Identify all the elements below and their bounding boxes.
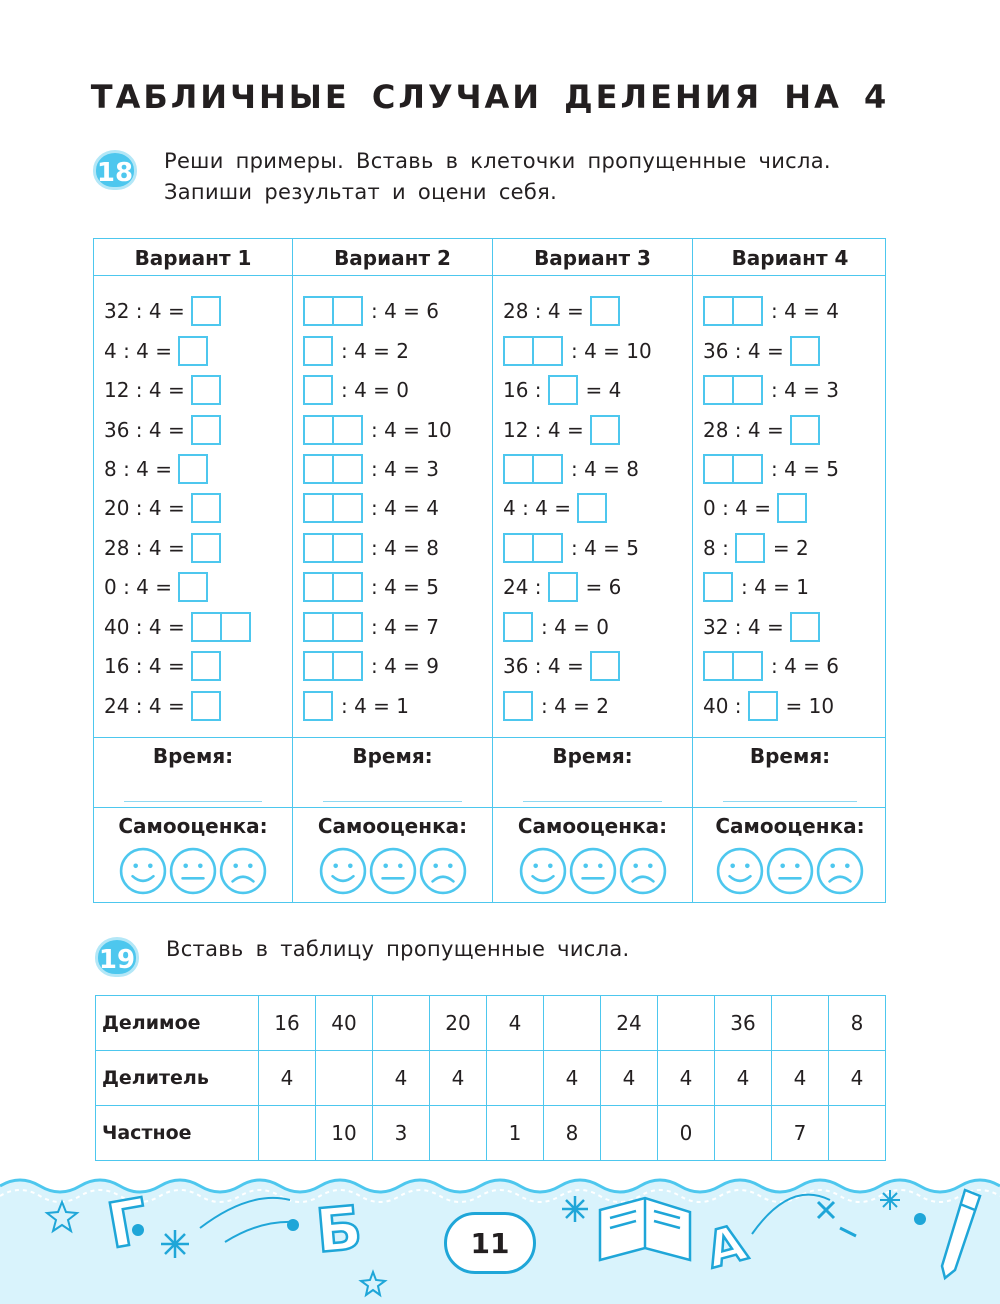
- equation: [703, 492, 807, 524]
- equation-left: 16 :: [503, 378, 542, 402]
- self-assessment-faces: [493, 847, 692, 899]
- equation: [303, 690, 409, 722]
- equation-right: : 4 = 4: [771, 299, 840, 323]
- table-cell: 3: [373, 1106, 430, 1161]
- empty-answer-cell[interactable]: [829, 1106, 886, 1161]
- equation-right: : 4 = 5: [571, 536, 640, 560]
- answer-box[interactable]: [748, 691, 778, 721]
- answer-box[interactable]: [503, 454, 563, 484]
- dot-icon: [914, 1213, 926, 1225]
- equation: [503, 414, 620, 446]
- answer-box[interactable]: [303, 651, 363, 681]
- time-label: Время:: [352, 744, 433, 768]
- equation-right: : 4 = 8: [371, 536, 440, 560]
- equation-right: : 4 = 6: [771, 654, 840, 678]
- empty-answer-cell[interactable]: [772, 996, 829, 1051]
- equation: [503, 295, 620, 327]
- table-cell: 10: [316, 1106, 373, 1161]
- equation-left: 28 : 4 =: [703, 418, 784, 442]
- equation: [303, 414, 452, 446]
- table-cell: 0: [658, 1106, 715, 1161]
- table-cell: 4: [715, 1051, 772, 1106]
- equation-left: 4 : 4 =: [104, 339, 173, 363]
- equation-right: : 4 = 2: [341, 339, 410, 363]
- equation: [703, 690, 834, 722]
- equation: [104, 532, 221, 564]
- answer-box[interactable]: [303, 375, 333, 405]
- answer-box[interactable]: [577, 493, 607, 523]
- snowflake-icon: [880, 1190, 900, 1210]
- happy-face-icon[interactable]: [519, 847, 567, 895]
- equation: [303, 374, 409, 406]
- answer-box[interactable]: [790, 415, 820, 445]
- division-table: [95, 995, 886, 1161]
- sad-face-icon[interactable]: [816, 847, 864, 895]
- table-divider: [94, 737, 885, 738]
- equation: [503, 650, 620, 682]
- neutral-face-icon[interactable]: [766, 847, 814, 895]
- equation-left: 28 : 4 =: [104, 536, 185, 560]
- equation-right: : 4 = 5: [371, 575, 440, 599]
- equation: [104, 295, 221, 327]
- neutral-face-icon[interactable]: [569, 847, 617, 895]
- equation: [303, 532, 439, 564]
- task-number-badge: 19: [95, 937, 139, 977]
- answer-box[interactable]: [303, 493, 363, 523]
- task-instruction: Вставь в таблицу пропущенные числа.: [166, 937, 630, 961]
- answer-box[interactable]: [503, 691, 533, 721]
- answer-box[interactable]: [303, 336, 333, 366]
- equation-right: : 4 = 1: [341, 694, 410, 718]
- neutral-face-icon[interactable]: [169, 847, 217, 895]
- equation-left: 28 : 4 =: [503, 299, 584, 323]
- equation-right: : 4 = 8: [571, 457, 640, 481]
- variant-column: [692, 239, 887, 902]
- equation-right: : 4 = 5: [771, 457, 840, 481]
- table-cell: 4: [544, 1051, 601, 1106]
- equation: [703, 532, 809, 564]
- equation: [703, 374, 839, 406]
- table-cell: 4: [259, 1051, 316, 1106]
- answer-box[interactable]: [703, 375, 763, 405]
- equation-right: : 4 = 10: [571, 339, 652, 363]
- equation-right: : 4 = 10: [371, 418, 452, 442]
- equation-right: : 4 = 6: [371, 299, 440, 323]
- equation-right: : 4 = 9: [371, 654, 440, 678]
- answer-box[interactable]: [703, 296, 763, 326]
- letter-decoration: А: [700, 1213, 753, 1280]
- equation-right: : 4 = 3: [771, 378, 840, 402]
- equation-left: 4 : 4 =: [503, 496, 572, 520]
- empty-answer-cell[interactable]: [259, 1106, 316, 1161]
- table-cell: 36: [715, 996, 772, 1051]
- answer-box[interactable]: [777, 493, 807, 523]
- answer-box[interactable]: [191, 296, 221, 326]
- table-divider: [94, 275, 885, 276]
- table-cell: 4: [373, 1051, 430, 1106]
- answer-box[interactable]: [178, 336, 208, 366]
- self-assessment-faces: [293, 847, 492, 899]
- variant-column: [492, 239, 692, 902]
- answer-box[interactable]: [303, 454, 363, 484]
- equation: [303, 295, 439, 327]
- answer-box[interactable]: [303, 612, 363, 642]
- equation-left: 24 : 4 =: [104, 694, 185, 718]
- table-cell: 40: [316, 996, 373, 1051]
- answer-box[interactable]: [303, 296, 363, 326]
- equation-right: : 4 = 1: [741, 575, 810, 599]
- table-cell: 8: [829, 996, 886, 1051]
- answer-box[interactable]: [590, 296, 620, 326]
- equation: [104, 611, 251, 643]
- empty-answer-cell[interactable]: [544, 996, 601, 1051]
- equation: [104, 571, 208, 603]
- answer-box[interactable]: [191, 493, 221, 523]
- equation-left: 36 : 4 =: [104, 418, 185, 442]
- equation: [104, 492, 221, 524]
- equation-left: 0 : 4 =: [104, 575, 173, 599]
- row-label: Делитель: [96, 1051, 259, 1106]
- answer-box[interactable]: [191, 415, 221, 445]
- answer-box[interactable]: [303, 572, 363, 602]
- time-label: Время:: [152, 744, 234, 768]
- table-cell: 8: [544, 1106, 601, 1161]
- equation: [303, 571, 439, 603]
- answer-box[interactable]: [790, 336, 820, 366]
- equation: [703, 414, 820, 446]
- empty-answer-cell[interactable]: [373, 996, 430, 1051]
- table-divider: [94, 807, 885, 808]
- page-title: ТАБЛИЧНЫЕ СЛУЧАИ ДЕЛЕНИЯ НА 4: [90, 78, 890, 116]
- table-cell: 4: [487, 996, 544, 1051]
- answer-box[interactable]: [503, 612, 533, 642]
- time-input-line[interactable]: [124, 801, 262, 802]
- equation-right: : 4 = 7: [371, 615, 440, 639]
- table-cell: 4: [430, 1051, 487, 1106]
- equation: [303, 492, 439, 524]
- answer-box[interactable]: [790, 612, 820, 642]
- equation-left: 32 : 4 =: [703, 615, 784, 639]
- equation-left: 0 : 4 =: [703, 496, 772, 520]
- empty-answer-cell[interactable]: [430, 1106, 487, 1161]
- equation: [503, 492, 607, 524]
- equation: [104, 374, 221, 406]
- variant-title: Вариант 2: [334, 246, 451, 270]
- empty-answer-cell[interactable]: [658, 996, 715, 1051]
- page-number: 11: [444, 1212, 536, 1274]
- table-cell: 7: [772, 1106, 829, 1161]
- task-instruction-line: Запиши результат и оцени себя.: [164, 180, 558, 204]
- equation: [303, 453, 439, 485]
- equation-left: 20 : 4 =: [104, 496, 185, 520]
- answer-box[interactable]: [178, 572, 208, 602]
- answer-box[interactable]: [703, 572, 733, 602]
- equation-left: 36 : 4 =: [703, 339, 784, 363]
- equation-right: : 4 = 3: [371, 457, 440, 481]
- equation: [503, 690, 609, 722]
- answer-box[interactable]: [303, 691, 333, 721]
- variant-title: Вариант 4: [731, 246, 849, 270]
- equation: [703, 650, 839, 682]
- empty-answer-cell[interactable]: [487, 1051, 544, 1106]
- answer-box[interactable]: [191, 375, 221, 405]
- equation-left: 16 : 4 =: [104, 654, 185, 678]
- table-row: [96, 996, 886, 1051]
- equation-left: 8 :: [703, 536, 729, 560]
- equation-left: 32 : 4 =: [104, 299, 185, 323]
- variant-column: [292, 239, 492, 902]
- sad-face-icon[interactable]: [219, 847, 267, 895]
- dot-icon: [287, 1219, 299, 1231]
- task-instruction: [164, 146, 831, 208]
- answer-box[interactable]: [503, 336, 563, 366]
- answer-box[interactable]: [191, 533, 221, 563]
- letter-decoration: Б: [313, 1193, 365, 1267]
- equation-right: : 4 = 0: [341, 378, 410, 402]
- table-cell: 24: [601, 996, 658, 1051]
- sad-face-icon[interactable]: [619, 847, 667, 895]
- task-instruction-line: Реши примеры. Вставь в клеточки пропущенные числа.: [164, 149, 831, 173]
- equation-right: : 4 = 2: [541, 694, 610, 718]
- equation-left: 24 :: [503, 575, 542, 599]
- variant-title: Вариант 1: [134, 246, 252, 270]
- neutral-face-icon[interactable]: [369, 847, 417, 895]
- row-label: Частное: [96, 1106, 259, 1161]
- equation: [104, 650, 221, 682]
- equation: [703, 335, 820, 367]
- equation: [503, 532, 639, 564]
- table-cell: 20: [430, 996, 487, 1051]
- happy-face-icon[interactable]: [319, 847, 367, 895]
- answer-box[interactable]: [191, 691, 221, 721]
- answer-box[interactable]: [548, 572, 578, 602]
- equation-left: 12 : 4 =: [503, 418, 584, 442]
- answer-box[interactable]: [548, 375, 578, 405]
- happy-face-icon[interactable]: [119, 847, 167, 895]
- answer-box[interactable]: [303, 415, 363, 445]
- happy-face-icon[interactable]: [716, 847, 764, 895]
- answer-box[interactable]: [178, 454, 208, 484]
- table-cell: 4: [829, 1051, 886, 1106]
- time-input-line[interactable]: [523, 801, 662, 802]
- time-input-line[interactable]: [723, 801, 857, 802]
- equation: [104, 453, 208, 485]
- equation-right: = 4: [585, 378, 622, 402]
- table-cell: 4: [658, 1051, 715, 1106]
- empty-answer-cell[interactable]: [316, 1051, 373, 1106]
- equation: [703, 295, 839, 327]
- self-assessment-label: Самооценка:: [517, 814, 668, 838]
- equation-left: 40 : 4 =: [104, 615, 185, 639]
- table-cell: 4: [601, 1051, 658, 1106]
- letter-decoration: Г: [101, 1184, 154, 1263]
- answer-box[interactable]: [735, 533, 765, 563]
- table-cell: 1: [487, 1106, 544, 1161]
- task-number-badge: 18: [93, 150, 137, 190]
- answer-box[interactable]: [590, 651, 620, 681]
- equation: [503, 571, 621, 603]
- equation: [303, 335, 409, 367]
- empty-answer-cell[interactable]: [601, 1106, 658, 1161]
- equation-right: : 4 = 4: [371, 496, 440, 520]
- equation-right: = 10: [785, 694, 835, 718]
- snowflake-icon: [161, 1230, 189, 1258]
- equation: [303, 611, 439, 643]
- answer-box[interactable]: [703, 651, 763, 681]
- equation-left: 12 : 4 =: [104, 378, 185, 402]
- time-label: Время:: [552, 744, 633, 768]
- answer-box[interactable]: [590, 415, 620, 445]
- equation: [503, 611, 609, 643]
- equation-left: 40 :: [703, 694, 742, 718]
- answer-box[interactable]: [703, 454, 763, 484]
- equation: [104, 690, 221, 722]
- time-input-line[interactable]: [323, 801, 462, 802]
- self-assessment-faces: [94, 847, 292, 899]
- answer-box[interactable]: [303, 533, 363, 563]
- answer-box[interactable]: [191, 612, 251, 642]
- table-cell: 16: [259, 996, 316, 1051]
- equation-right: = 2: [772, 536, 809, 560]
- equation-right: : 4 = 0: [541, 615, 610, 639]
- sad-face-icon[interactable]: [419, 847, 467, 895]
- time-label: Время:: [749, 744, 831, 768]
- variant-column: [94, 239, 292, 902]
- table-row: [96, 1106, 886, 1161]
- empty-answer-cell[interactable]: [715, 1106, 772, 1161]
- equation: [703, 453, 839, 485]
- answer-box[interactable]: [191, 651, 221, 681]
- equation: [104, 414, 221, 446]
- variants-table: [93, 238, 886, 903]
- equation: [104, 335, 208, 367]
- equation: [303, 650, 439, 682]
- self-assessment-faces: [693, 847, 887, 899]
- table-row: [96, 1051, 886, 1106]
- equation-right: = 6: [585, 575, 622, 599]
- equation: [503, 374, 621, 406]
- self-assessment-label: Самооценка:: [118, 814, 268, 838]
- answer-box[interactable]: [503, 533, 563, 563]
- self-assessment-label: Самооценка:: [715, 814, 865, 838]
- self-assessment-label: Самооценка:: [317, 814, 468, 838]
- row-label: Делимое: [96, 996, 259, 1051]
- equation: [503, 453, 639, 485]
- equation-left: 36 : 4 =: [503, 654, 584, 678]
- equation: [703, 571, 809, 603]
- equation: [703, 611, 820, 643]
- equation-left: 8 : 4 =: [104, 457, 173, 481]
- variant-title: Вариант 3: [534, 246, 651, 270]
- table-cell: 4: [772, 1051, 829, 1106]
- equation: [503, 335, 652, 367]
